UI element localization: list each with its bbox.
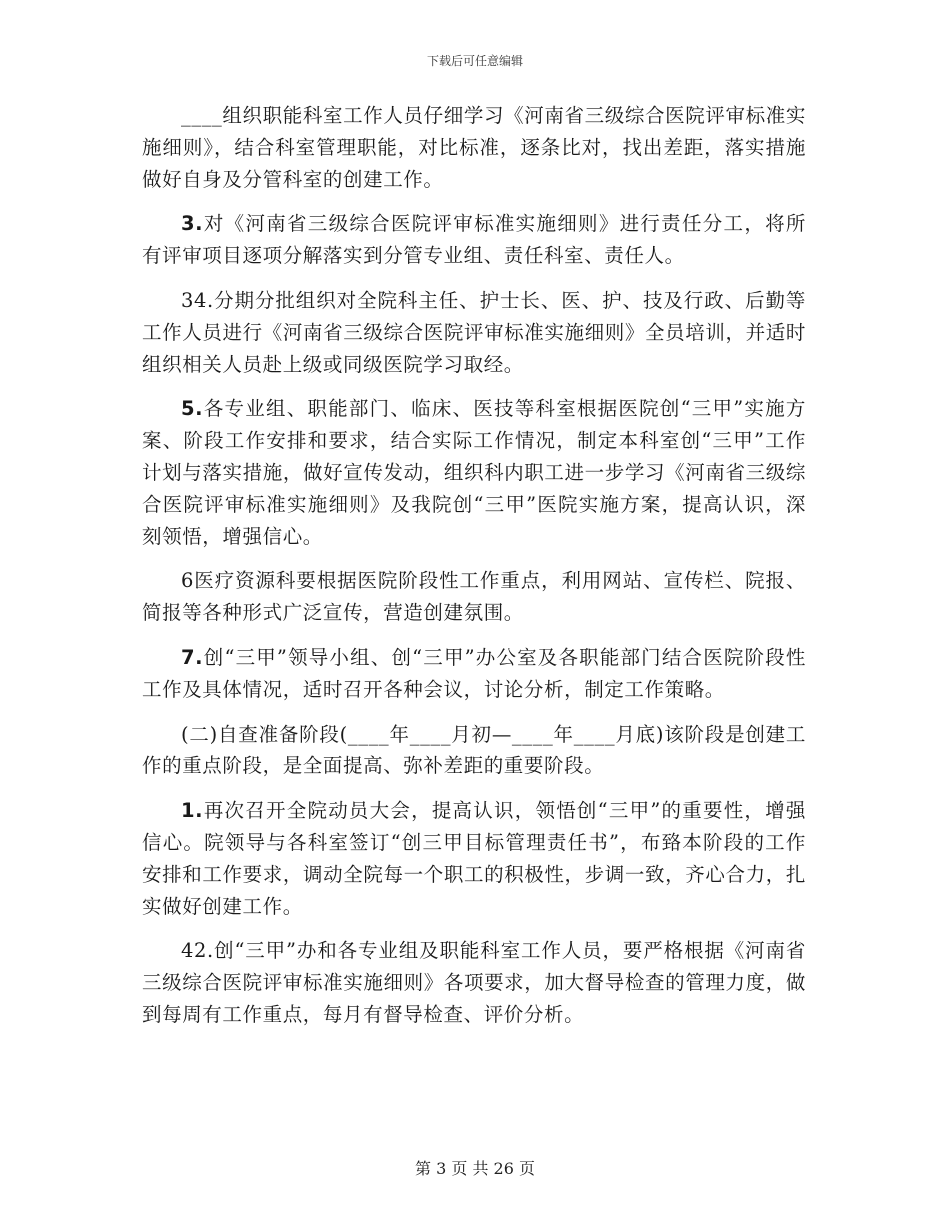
paragraph [142,719,806,783]
paragraph [142,795,806,922]
paragraph-text: 对《河南省三级综合医院评审标准实施细则》进行责任分工，将所有评审项目逐项分解落实到分管专业组、责任科室、责任人。 [142,212,806,268]
paragraph [142,208,806,272]
paragraph-number: 1. [181,799,204,823]
paragraph-text: 6医疗资源科要根据医院阶段性工作重点，利用网站、宣传栏、院报、简报等各种形式广泛宣传，营造创建氛围。 [142,569,806,625]
paragraph [142,285,806,380]
paragraph [142,642,806,706]
document-body [142,100,806,1044]
paragraph [142,100,806,195]
paragraph [142,935,806,1030]
paragraph-text: 创“三甲”领导小组、创“三甲”办公室及各职能部门结合医院阶段性工作及具体情况，适时召开各种会议，讨论分析，制定工作策略。 [142,645,806,701]
paragraph-number: 3. [181,212,204,236]
page-header-note: 下载后可任意编辑 [426,54,523,68]
paragraph [142,393,806,552]
paragraph-number: 7. [181,645,204,669]
paragraph-text: 各专业组、职能部门、临床、医技等科室根据医院创“三甲”实施方案、阶段工作安排和要求，结合实际工作情况，制定本科室创“三甲”工作计划与落实措施，做好宣传发动，组织科内职工进一步学习《河南省三级综合医院评审标准实施细则》及我院创“三甲”医院实施方案，提高认识，深刻领悟，增强信心。 [142,397,806,548]
paragraph-text: 再次召开全院动员大会，提高认识，领悟创“三甲”的重要性，增强信心。院领导与各科室签订“创三甲目标管理责任书”，布臵本阶段的工作安排和工作要求，调动全院每一个职工的积极性，步调一致，齐心合力，扎实做好创建工作。 [142,799,806,918]
paragraph-text: ____组织职能科室工作人员仔细学习《河南省三级综合医院评审标准实施细则》，结合科室管理职能，对比标准，逐条比对，找出差距，落实措施做好自身及分管科室的创建工作。 [142,104,806,191]
paragraph-number: 5. [181,397,204,421]
paragraph-text: 34.分期分批组织对全院科主任、护士长、医、护、技及行政、后勤等工作人员进行《河南省三级综合医院评审标准实施细则》全员培训，并适时组织相关人员赴上级或同级医院学习取经。 [142,288,806,376]
paragraph-text: (二)自查准备阶段(____年____月初—____年____月底)该阶段是创建工作的重点阶段，是全面提高、弥补差距的重要阶段。 [142,722,806,778]
page-number-footer: 第 3 页 共 26 页 [415,1159,535,1178]
paragraph-text: 42.创“三甲”办和各专业组及职能科室工作人员，要严格根据《河南省三级综合医院评审标准实施细则》各项要求，加大督导检查的管理力度，做到每周有工作重点，每月有督导检查、评价分析。 [142,939,806,1026]
paragraph [142,565,806,629]
